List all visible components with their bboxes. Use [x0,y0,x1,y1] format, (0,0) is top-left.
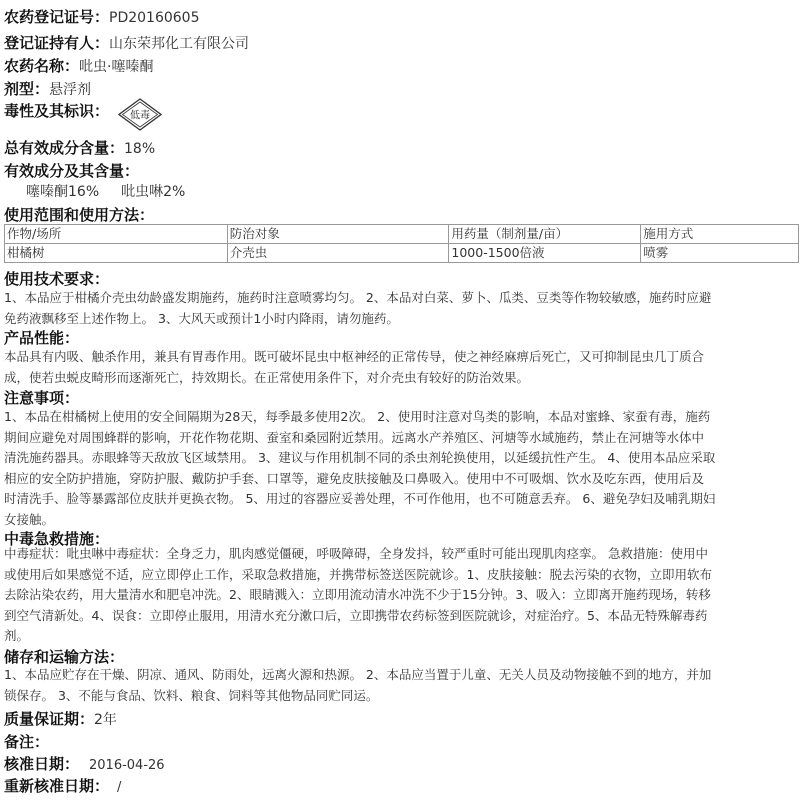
table-header-row [5,225,799,244]
text-line: 免药液飘移至上述作物上。 3、大风天或预计1小时内降雨，请勿施药。 [4,310,399,326]
reg-no-label: 农药登记证号： [4,8,110,26]
table-header-cell: 作物/场所 [5,225,228,244]
text-line: 1、本品应贮存在干燥、阴凉、通风、防雨处，远离火源和热源。 2、本品应当置于儿童、无关人员及动物接触不到的地方，并加 [4,667,712,682]
approval-date-row [4,753,165,774]
performance-label: 产品性能： [4,329,80,347]
ingredient-item: 吡虫啉2% [121,184,186,200]
table-cell: 介壳虫 [227,244,449,263]
warranty-label: 质量保证期： [4,710,95,728]
reg-no-row [4,6,200,27]
table-header-cell: 用药量（制剂量/亩） [449,225,641,244]
usage-table [4,224,799,263]
text-line: 女接触。 [4,511,55,527]
table-cell: 1000-1500倍液 [449,244,641,263]
text-line: 到空气清新处。4、误食：立即停止服用，用清水充分漱口后，立即携带农药标签到医院就诊，对症治疗。5、本品无特殊解毒药 [4,607,708,623]
cautions-label: 注意事项： [4,389,80,407]
text-line: 时清洗手、脸等暴露部位皮肤并更换衣物。 5、用过的容器应妥善处理，不可作他用，也不可随意丢弃。 6、避免孕妇及哺乳期妇 [4,491,716,506]
storage-label: 储存和运输方法： [4,648,125,666]
text-line: 锁保存。 3、不能与食品、饮料、粮食、饲料等其他物品同贮同运。 [4,687,379,703]
text-line: 或使用后如果感觉不适，应立即停止工作，采取急救措施，并携带标签送医院就诊。1、皮肤接触：脱去污染的衣物，立即用软布 [4,566,712,582]
total-content-label: 总有效成分含量： [4,139,125,157]
holder-label: 登记证持有人： [4,34,110,52]
low-toxicity-badge-icon [118,98,162,131]
toxicity-label: 毒性及其标识： [4,102,110,120]
table-header-cell: 防治对象 [227,225,449,244]
text-line: 1、本品在柑橘树上使用的安全间隔期为28天，每季最多使用2次。 2、使用时注意对鸟类的影响，本品对蜜蜂、家蚕有毒，施药 [4,409,711,424]
table-row [5,244,799,263]
ingredients-list [26,181,185,201]
form-row [4,78,91,99]
reg-no-value: PD20160605 [109,10,200,26]
text-line: 本品具有内吸、触杀作用，兼具有胃毒作用。既可破坏昆虫中枢神经的正常传导，使之神经麻痹后死亡，又可抑制昆虫几丁质合 [4,349,705,364]
firstaid-text [4,544,797,647]
total-content-value: 18% [124,141,156,157]
reapproval-date-label: 重新核准日期： [4,777,110,795]
table-header-cell: 施用方式 [641,225,799,244]
holder-value: 山东荣邦化工有限公司 [109,36,250,52]
text-line: 去除沾染农药，用大量清水和肥皂冲洗。2、眼睛溅入：立即用流动清水冲洗不少于15分钟。3、吸入：立即离开施药现场，转移 [4,587,711,602]
toxicity-row [4,100,109,121]
approval-date-label: 核准日期： [4,755,80,773]
name-row [4,55,153,76]
text-line: 期间应避免对周围蜂群的影响，开花作物花期、蚕室和桑园附近禁用。远离水产养殖区、河塘等水域施药，禁止在河塘等水体中 [4,429,705,445]
table-cell: 柑橘树 [5,244,228,263]
ingredients-row [4,160,139,181]
text-line: 中毒症状：吡虫啉中毒症状：全身乏力，肌肉感觉僵硬，呼吸障碍，全身发抖，较严重时可能出现肌肉痉挛。 急救措施：使用中 [4,546,708,561]
remarks-row [4,731,49,752]
text-line: 剂。 [4,628,30,643]
remarks-label: 备注： [4,733,50,751]
ingredient-item: 噻嗪酮16% [26,184,100,200]
reapproval-date-row [4,775,121,796]
performance-text [4,347,797,388]
warranty-row [4,708,117,729]
text-line: 成，使若虫蜕皮畸形而逐渐死亡，持效期长。在正常使用条件下，对介壳虫有较好的防治效果。 [4,369,530,385]
form-label: 剂型： [4,80,50,98]
name-label: 农药名称： [4,57,80,75]
firstaid-label: 中毒急救措施： [4,530,110,548]
tech-text [4,288,797,329]
badge-text: 低毒 [130,110,150,122]
tech-label: 使用技术要求： [4,270,110,288]
approval-date-value: 2016-04-26 [89,758,165,773]
cautions-text [4,407,797,530]
form-value: 悬浮剂 [49,82,92,98]
total-content-row [4,137,155,158]
warranty-value: 2年 [94,712,117,728]
text-line: 1、本品应于柑橘介壳虫幼龄盛发期施药，施药时注意喷雾均匀。 2、本品对白菜、萝卜、瓜类、豆类等作物较敏感，施药时应避 [4,290,712,305]
holder-row [4,32,249,53]
text-line: 清洗施药器具。赤眼蜂等天敌放飞区域禁用。 3、建议与作用机制不同的杀虫剂轮换使用，以延缓抗性产生。 4、使用本品应采取 [4,450,716,465]
table-cell: 喷雾 [641,244,799,263]
name-value: 吡虫·噻嗪酮 [79,59,154,75]
storage-text [4,665,797,706]
usage-label: 使用范围和使用方法： [4,206,155,224]
text-line: 相应的安全防护措施，穿防护服、戴防护手套、口罩等，避免皮肤接触及口鼻吸入。使用中不可吸烟、饮水及吃东西，使用后及 [4,470,705,486]
ingredients-label: 有效成分及其含量： [4,162,140,180]
reapproval-date-value: / [117,780,122,795]
